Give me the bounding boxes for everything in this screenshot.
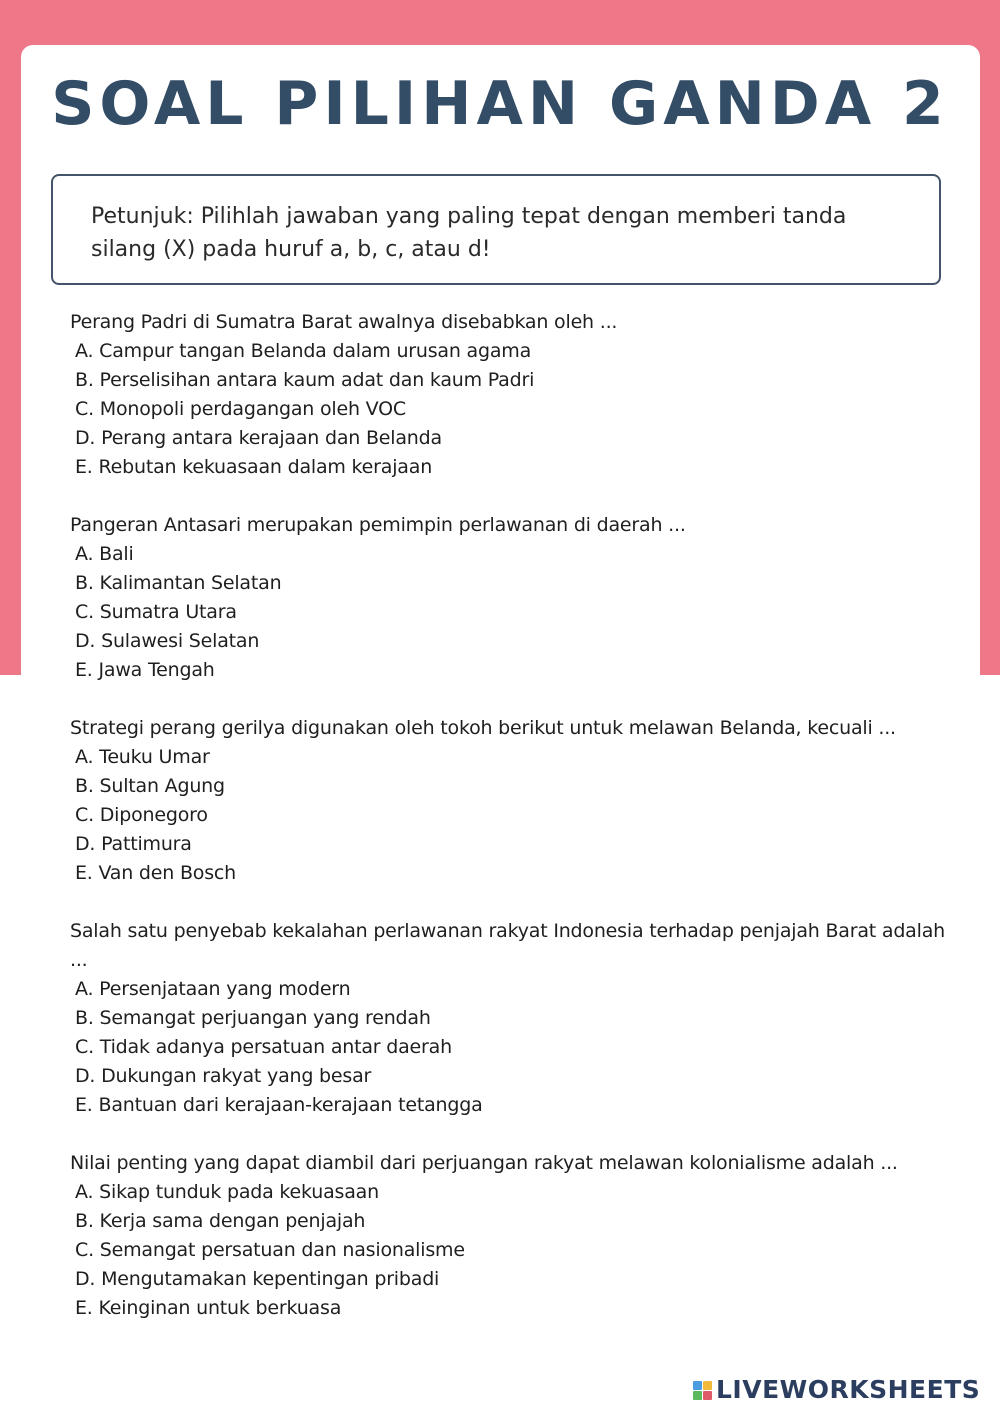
option-a[interactable]: A. Bali bbox=[75, 543, 134, 565]
logo-square-2 bbox=[703, 1381, 712, 1390]
question-2 bbox=[70, 511, 950, 685]
option-a[interactable]: A. Sikap tunduk pada kekuasaan bbox=[75, 1181, 379, 1203]
question-4 bbox=[70, 917, 950, 1120]
option-c[interactable]: C. Sumatra Utara bbox=[75, 601, 237, 623]
option-c[interactable]: C. Tidak adanya persatuan antar daerah bbox=[75, 1036, 452, 1058]
logo-square-4 bbox=[703, 1391, 712, 1400]
question-text: Nilai penting yang dapat diambil dari perjuangan rakyat melawan kolonialisme adalah ... bbox=[70, 1152, 898, 1174]
option-d[interactable]: D. Perang antara kerajaan dan Belanda bbox=[75, 427, 442, 449]
option-d[interactable]: D. Mengutamakan kepentingan pribadi bbox=[75, 1268, 440, 1290]
option-b[interactable]: B. Kerja sama dengan penjajah bbox=[75, 1210, 366, 1232]
option-b[interactable]: B. Sultan Agung bbox=[75, 775, 225, 797]
option-b[interactable]: B. Semangat perjuangan yang rendah bbox=[75, 1007, 431, 1029]
option-a[interactable]: A. Teuku Umar bbox=[75, 746, 210, 768]
option-b[interactable]: B. Perselisihan antara kaum adat dan kaum Padri bbox=[75, 369, 535, 391]
option-e[interactable]: E. Rebutan kekuasaan dalam kerajaan bbox=[75, 456, 433, 478]
instruction-box bbox=[51, 174, 941, 285]
instruction-text: Petunjuk: Pilihlah jawaban yang paling tepat dengan memberi tanda silang (X) pada huruf a, b, c, atau d! bbox=[91, 204, 847, 262]
question-5 bbox=[70, 1149, 950, 1323]
logo-square-3 bbox=[693, 1391, 702, 1400]
question-list bbox=[70, 308, 950, 1352]
option-b[interactable]: B. Kalimantan Selatan bbox=[75, 572, 282, 594]
logo-text: LIVEWORKSHEETS bbox=[716, 1375, 981, 1404]
option-d[interactable]: D. Dukungan rakyat yang besar bbox=[75, 1065, 372, 1087]
page-title: SOAL PILIHAN GANDA 2 bbox=[51, 69, 949, 139]
question-text: Strategi perang gerilya digunakan oleh tokoh berikut untuk melawan Belanda, kecuali ... bbox=[70, 717, 896, 739]
question-3 bbox=[70, 714, 950, 888]
option-c[interactable]: C. Semangat persatuan dan nasionalisme bbox=[75, 1239, 465, 1261]
option-e[interactable]: E. Keinginan untuk berkuasa bbox=[75, 1297, 342, 1319]
question-text: Perang Padri di Sumatra Barat awalnya disebabkan oleh ... bbox=[70, 311, 618, 333]
option-c[interactable]: C. Diponegoro bbox=[75, 804, 208, 826]
liveworksheets-logo[interactable] bbox=[693, 1376, 980, 1404]
option-d[interactable]: D. Pattimura bbox=[75, 833, 192, 855]
option-e[interactable]: E. Bantuan dari kerajaan-kerajaan tetangga bbox=[75, 1094, 483, 1116]
option-a[interactable]: A. Campur tangan Belanda dalam urusan agama bbox=[75, 340, 532, 362]
logo-square-1 bbox=[693, 1381, 702, 1390]
option-e[interactable]: E. Jawa Tengah bbox=[75, 659, 215, 681]
option-d[interactable]: D. Sulawesi Selatan bbox=[75, 630, 260, 652]
option-c[interactable]: C. Monopoli perdagangan oleh VOC bbox=[75, 398, 406, 420]
option-a[interactable]: A. Persenjataan yang modern bbox=[75, 978, 351, 1000]
question-text: Pangeran Antasari merupakan pemimpin perlawanan di daerah ... bbox=[70, 514, 686, 536]
option-e[interactable]: E. Van den Bosch bbox=[75, 862, 237, 884]
liveworksheets-logo-icon bbox=[693, 1381, 712, 1400]
question-text: Salah satu penyebab kekalahan perlawanan rakyat Indonesia terhadap penjajah Barat adalah ... bbox=[70, 920, 945, 971]
question-1 bbox=[70, 308, 950, 482]
